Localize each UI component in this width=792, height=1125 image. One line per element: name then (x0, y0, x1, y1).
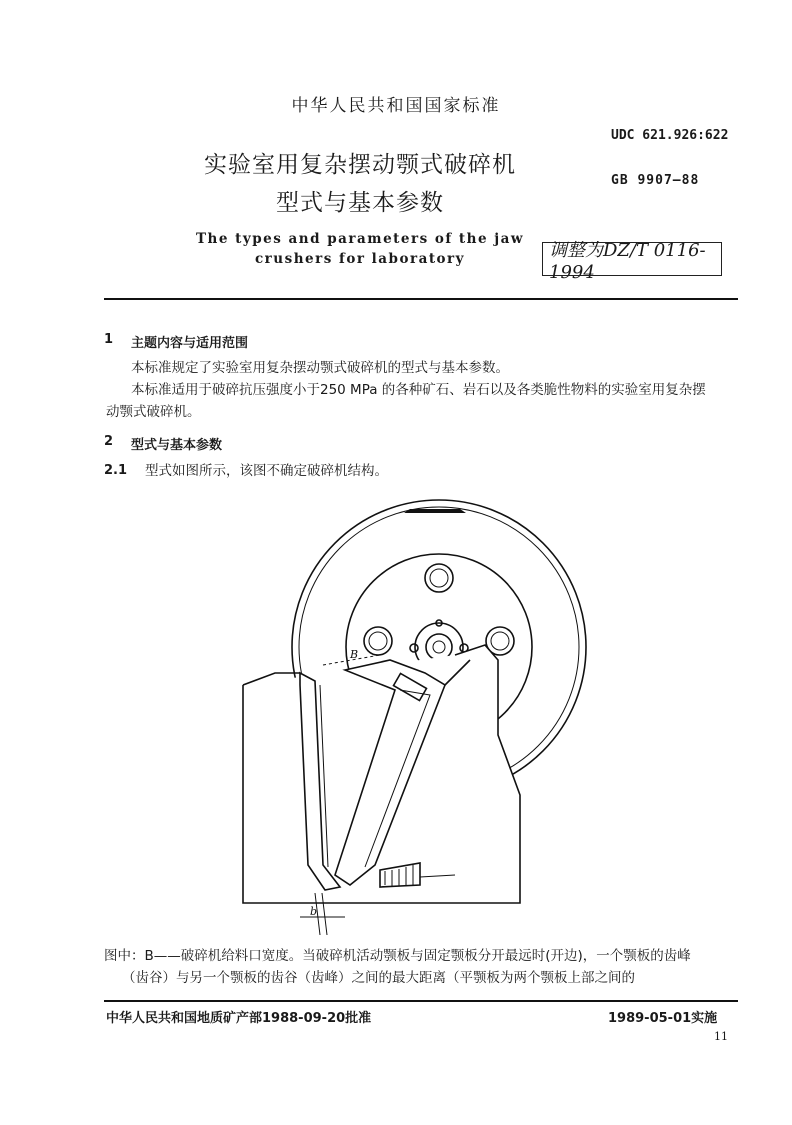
hole-left-inner (369, 632, 387, 650)
section-2-1-number: 2.1 (104, 463, 128, 478)
footer-effective: 1989-05-01实施 (608, 1011, 718, 1026)
belt-mark (404, 509, 466, 513)
hole-top (425, 564, 453, 592)
section-1-title: 主题内容与适用范围 (131, 336, 249, 351)
footer-issuer: 中华人民共和国地质矿产部1988-09-20批准 (106, 1011, 372, 1026)
jaw-crusher-diagram (230, 495, 630, 945)
section-2-1-text: 型式如图所示，该图不确定破碎机结构。 (145, 463, 388, 479)
shaft-center (433, 641, 445, 653)
label-B: B (350, 648, 359, 661)
title-en-line1: The types and parameters of the jaw (195, 231, 525, 247)
standard-type: 中华人民共和国国家标准 (291, 96, 501, 116)
hole-right-inner (491, 632, 509, 650)
revision-stamp: 调整为DZ/T 0116-1994 (542, 242, 722, 276)
label-b: b (310, 905, 318, 918)
footer-rule (104, 1000, 738, 1002)
udc-code: UDC 621.926:622 (611, 128, 729, 143)
title-cn-line2: 型式与基本参数 (276, 190, 444, 216)
section-1-para-2-line2: 动颚式破碎机。 (106, 404, 201, 420)
title-en-line2: crushers for laboratory (254, 251, 466, 267)
caption-line1: 图中：B——破碎机给料口宽度。当破碎机活动颚板与固定颚板分开最远时(开边)，一个颚板的齿峰 (104, 948, 691, 964)
section-1-para-1: 本标准规定了实验室用复杂摆动颚式破碎机的型式与基本参数。 (131, 360, 509, 376)
header-rule (104, 298, 738, 300)
caption-line2: （齿谷）与另一个颚板的齿谷（齿峰）之间的最大距离（平颚板为两个颚板上部之间的 (122, 970, 635, 986)
page-number: 11 (714, 1030, 728, 1043)
section-2-title: 型式与基本参数 (131, 438, 223, 453)
hole-top-inner (430, 569, 448, 587)
gb-number: GB 9907—88 (611, 173, 700, 188)
hole-left (364, 627, 392, 655)
title-cn-line1: 实验室用复杂摆动颚式破碎机 (204, 152, 516, 178)
bolt-1 (410, 644, 418, 652)
section-1-para-2-line1: 本标准适用于破碎抗压强度小于250 MPa 的各种矿石、岩石以及各类脆性物料的实验室用复杂摆 (131, 382, 706, 398)
section-2-number: 2 (104, 434, 114, 449)
section-1-number: 1 (104, 332, 114, 347)
